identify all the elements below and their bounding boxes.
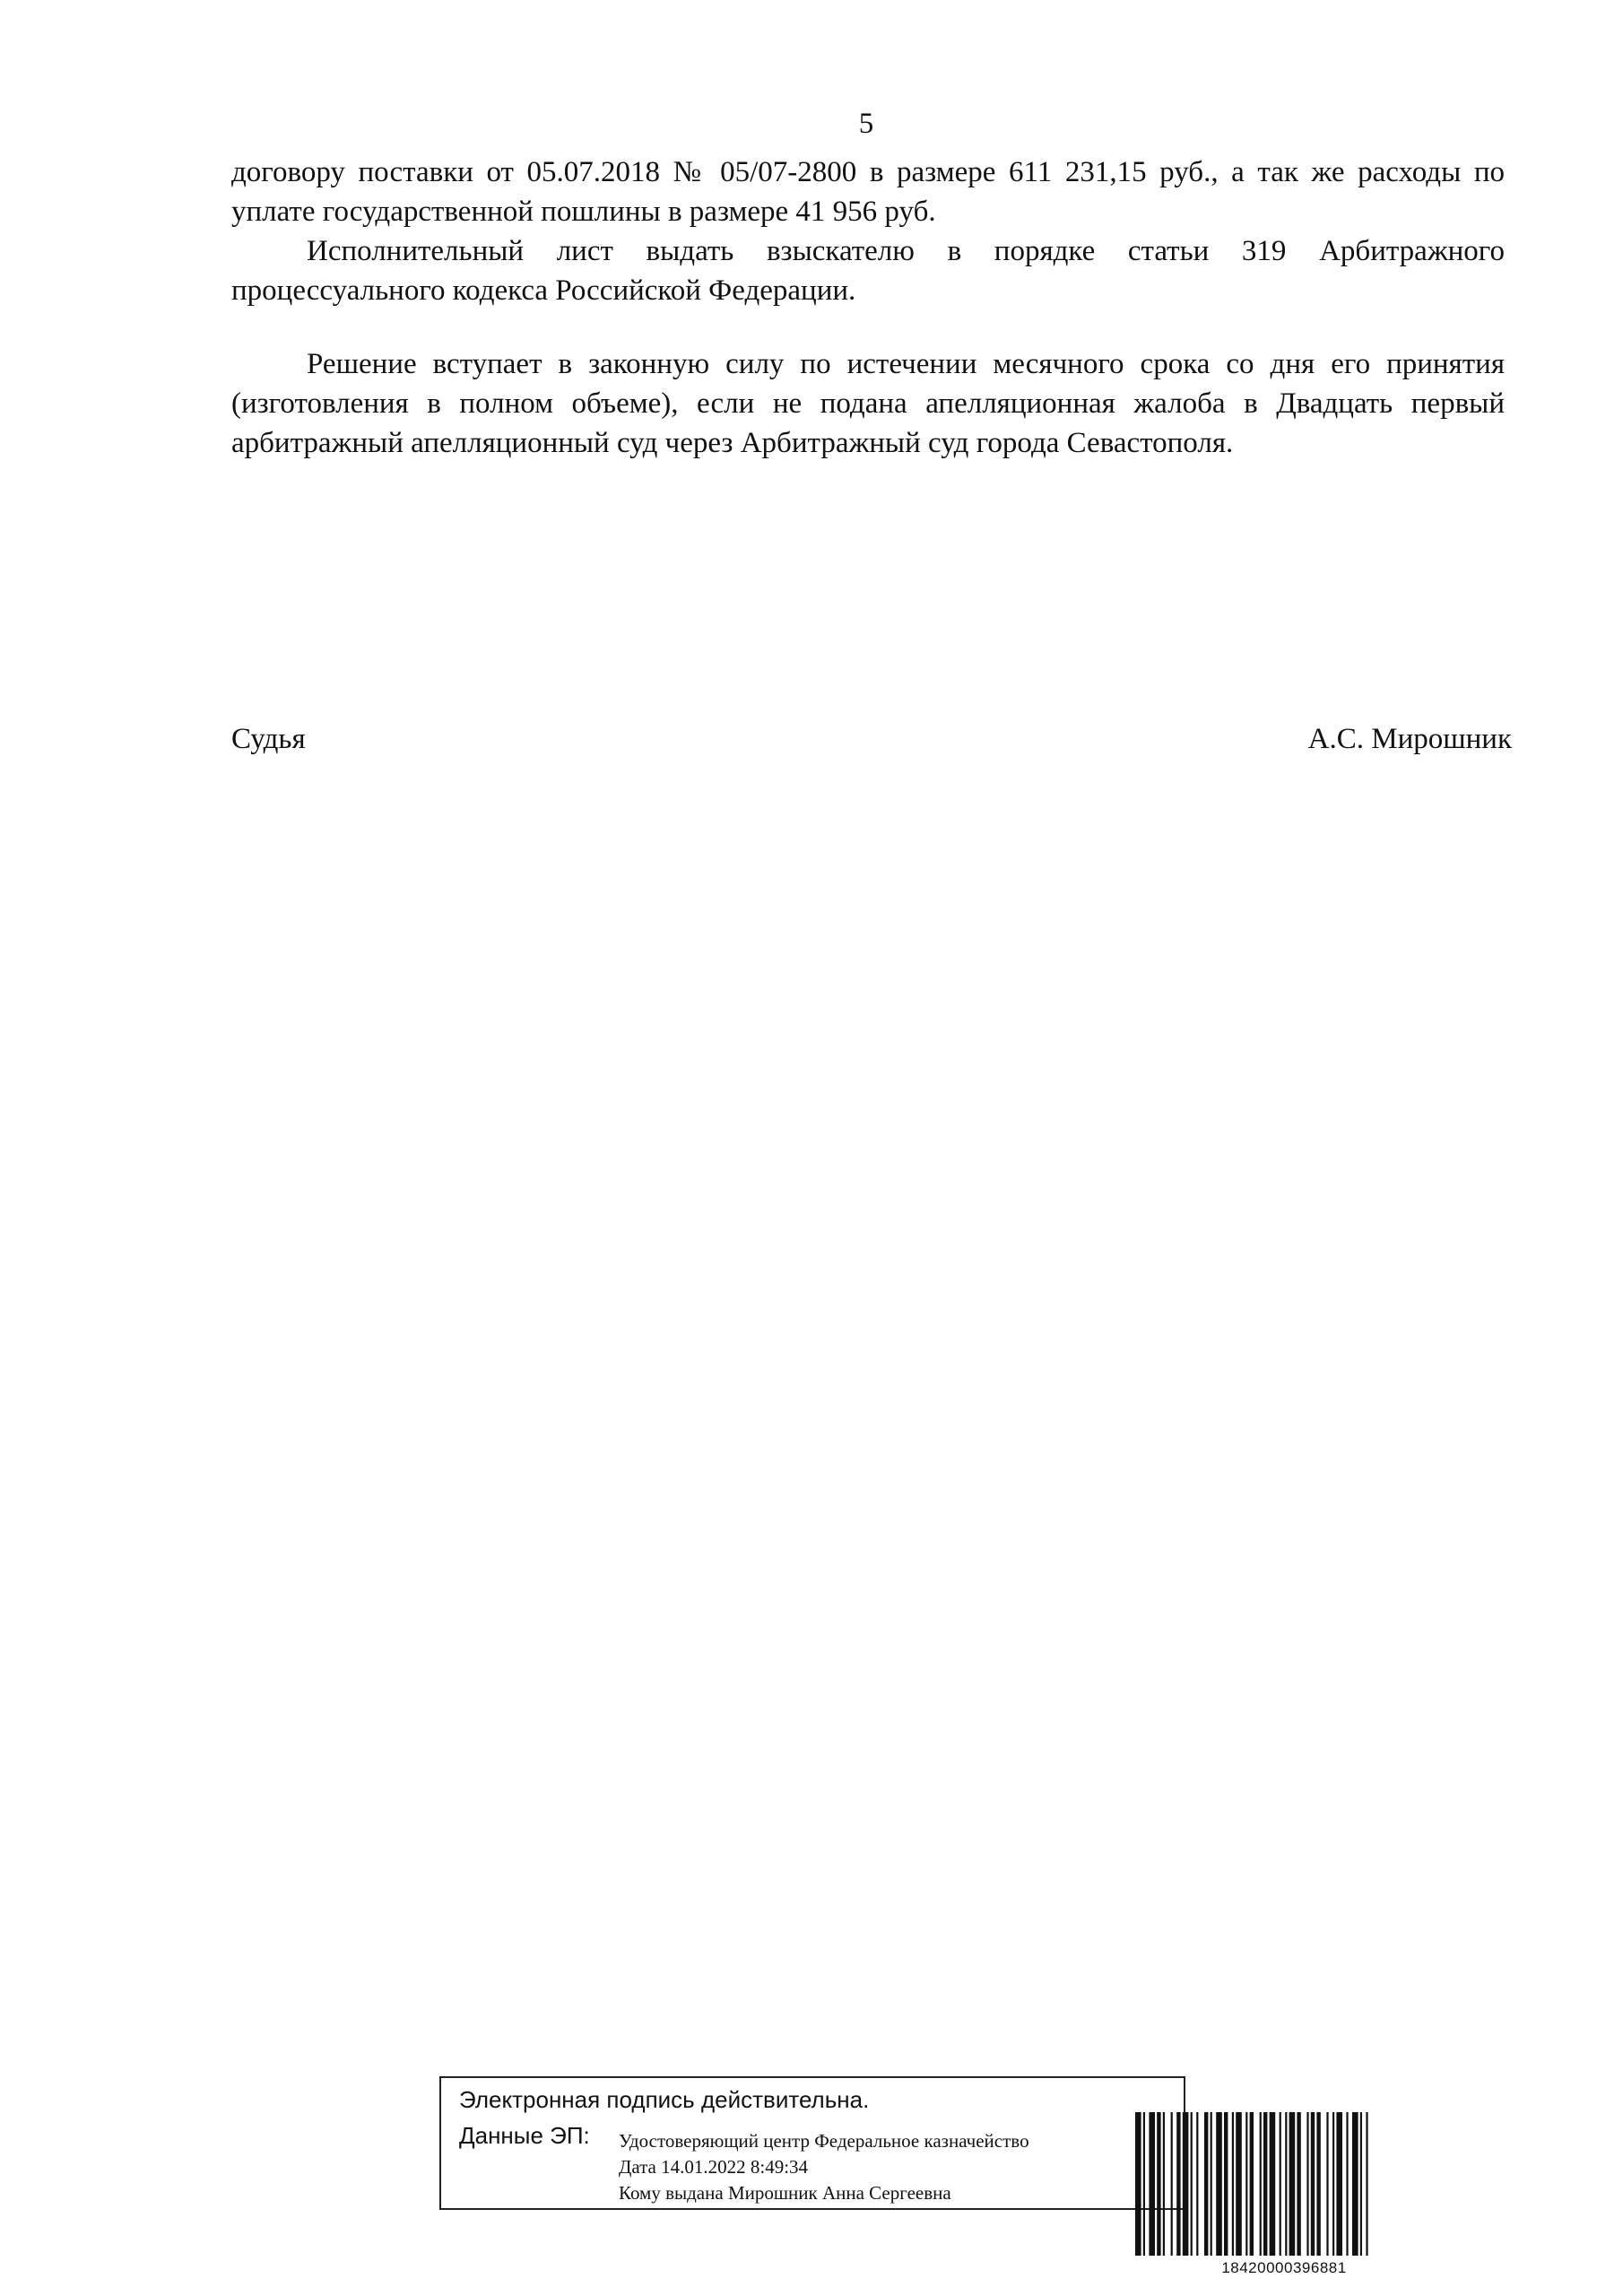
barcode-bar xyxy=(1332,2112,1334,2256)
barcode-bar xyxy=(1250,2112,1254,2256)
barcode-bar xyxy=(1135,2112,1141,2256)
page-number: 5 xyxy=(858,108,874,140)
e-signature-status: Электронная подпись действительна. xyxy=(459,2086,870,2113)
paragraph-entry-into-force: Решение вступает в законную силу по истечении месячного срока со дня его принятия (изготовления в полном объеме), если не подана апелляционная жалоба в Двадцать первый арбитражный апелляционный суд через Арбитражный суд города Севастополя. xyxy=(231,348,1505,459)
barcode-bar xyxy=(1352,2112,1358,2256)
barcode-bar xyxy=(1191,2112,1193,2256)
barcode-bar xyxy=(1360,2112,1362,2256)
barcode-bar xyxy=(1171,2112,1173,2256)
judge-name: А.С. Мирошник xyxy=(1307,723,1512,755)
barcode-bar xyxy=(1183,2112,1189,2256)
barcode-bar xyxy=(1245,2112,1247,2256)
barcode-bar xyxy=(1306,2112,1308,2256)
barcode-bar xyxy=(1216,2112,1222,2256)
barcode-bar xyxy=(1236,2112,1242,2256)
e-signature-details xyxy=(619,2128,1029,2206)
barcode-bar xyxy=(1289,2112,1296,2256)
barcode-bar xyxy=(1143,2112,1145,2256)
barcode-number: 18420000396881 xyxy=(1221,2259,1347,2276)
barcode-bar xyxy=(1232,2112,1234,2256)
paragraph-writ: Исполнительный лист выдать взыскателю в порядке статьи 319 Арбитражного процессуального кодекса Российской Федерации. xyxy=(231,235,1505,307)
barcode xyxy=(1132,2112,1436,2283)
e-signature-owner: Кому выдана Мирошник Анна Сергеевна xyxy=(619,2182,951,2204)
barcode-bar xyxy=(1326,2112,1328,2256)
barcode-bar xyxy=(1196,2112,1198,2256)
barcode-bar xyxy=(1311,2112,1315,2256)
barcode-bar xyxy=(1149,2112,1155,2256)
barcode-bar xyxy=(1280,2112,1281,2256)
barcode-bar xyxy=(1366,2112,1367,2256)
e-signature-date: Дата 14.01.2022 8:49:34 xyxy=(619,2156,809,2178)
e-signature-data-label: Данные ЭП: xyxy=(459,2122,590,2149)
barcode-bar xyxy=(1176,2112,1180,2256)
paragraph-award: договору поставки от 05.07.2018 № 05/07-2800 в размере 611 231,15 руб., а так же расходы по уплате государственной пошлины в размере 41 956 руб. xyxy=(231,156,1505,228)
barcode-bar xyxy=(1270,2112,1276,2256)
barcode-bar xyxy=(1157,2112,1160,2256)
barcode-bar xyxy=(1346,2112,1348,2256)
signature-block xyxy=(231,719,1512,759)
barcode-bar xyxy=(1163,2112,1165,2256)
barcode-bar xyxy=(1316,2112,1320,2256)
barcode-bar xyxy=(1285,2112,1287,2256)
barcode-bar xyxy=(1336,2112,1342,2256)
e-signature-issuer: Удостоверяющий центр Федеральное казначейство xyxy=(619,2130,1029,2152)
barcode-bars xyxy=(1132,2112,1436,2256)
barcode-bar xyxy=(1297,2112,1300,2256)
barcode-bar xyxy=(1260,2112,1262,2256)
barcode-bar xyxy=(1263,2112,1267,2256)
barcode-bar xyxy=(1204,2112,1208,2256)
barcode-bar xyxy=(1211,2112,1212,2256)
judge-title: Судья xyxy=(231,723,306,755)
barcode-bar xyxy=(1224,2112,1228,2256)
e-signature-stamp xyxy=(439,2076,1185,2210)
